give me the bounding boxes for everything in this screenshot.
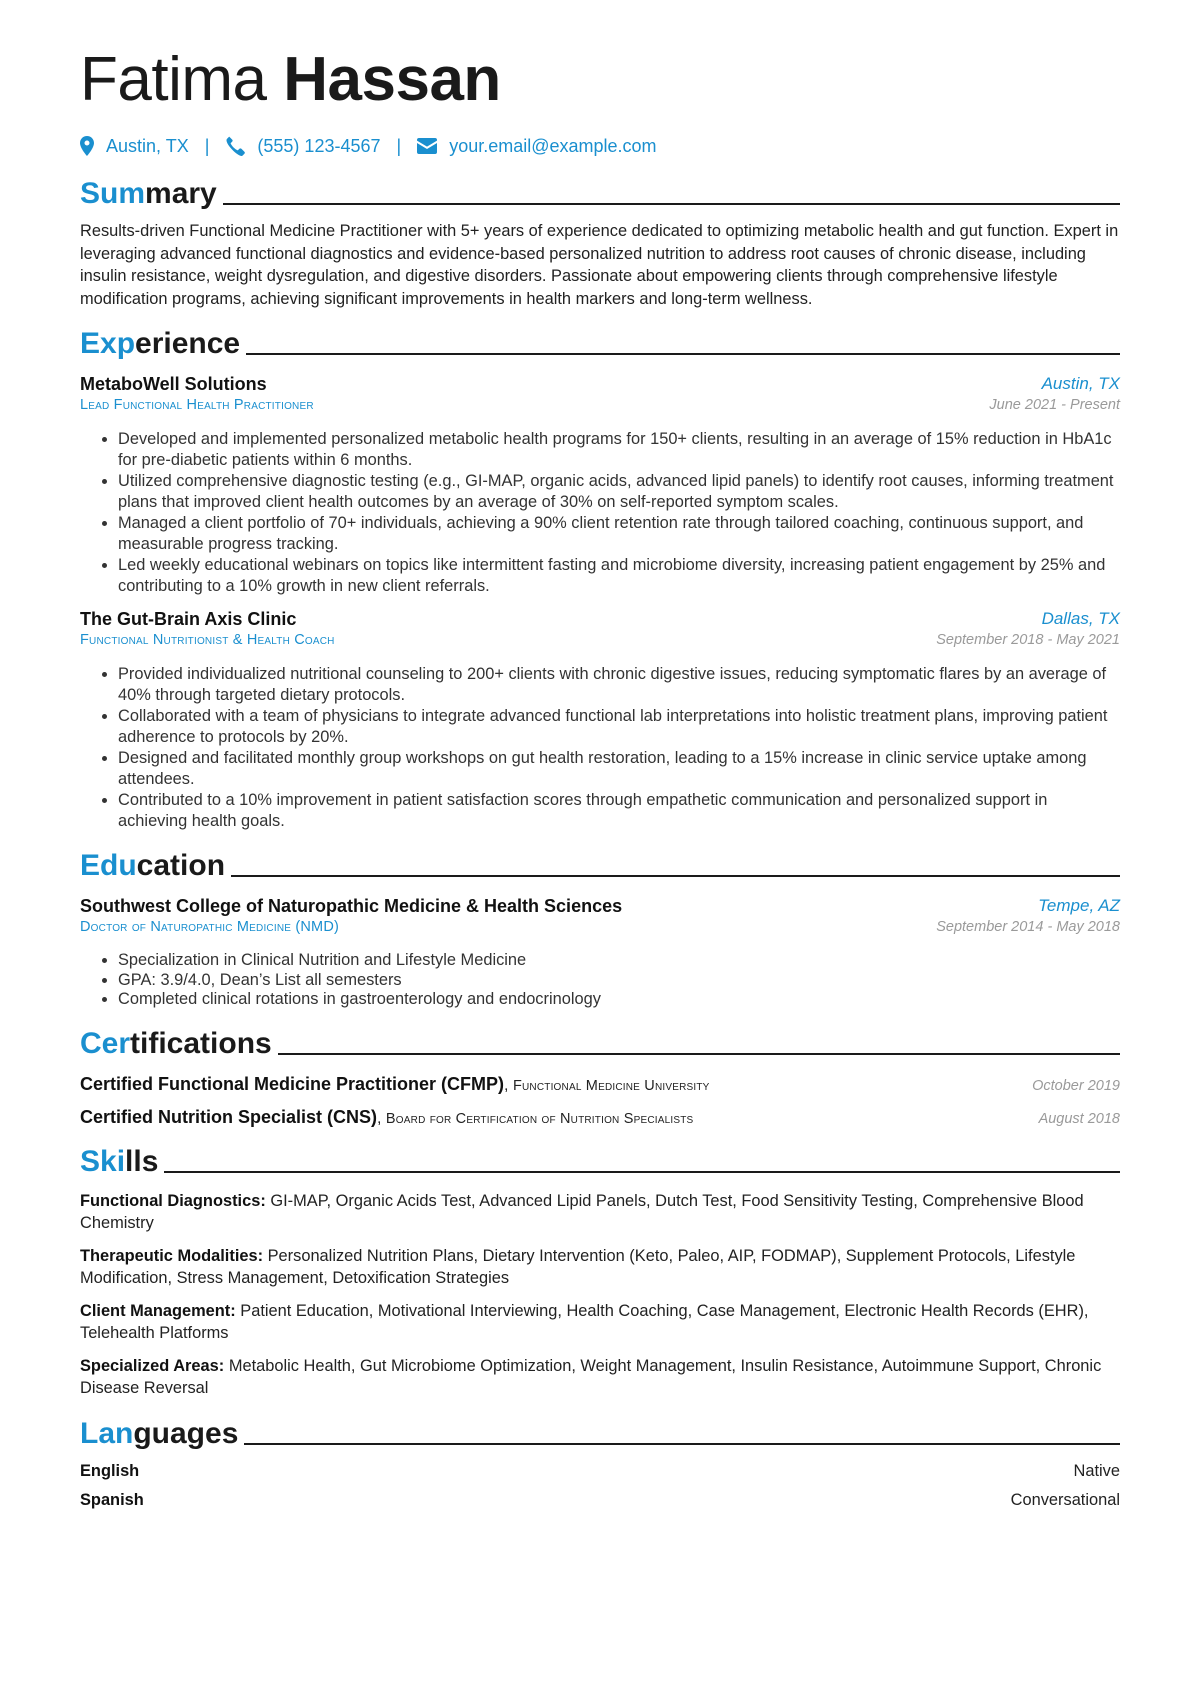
experience-entry	[80, 374, 1120, 597]
job-title: Functional Nutritionist & Health Coach	[80, 632, 335, 648]
language-name: Spanish	[80, 1490, 144, 1509]
section-title	[80, 1144, 158, 1180]
list-item: • Collaborated with a team of physicians to integrate advanced functional lab interpretations into holistic treatment plans, improving patient adherence to protocols by 20%.	[118, 706, 1120, 748]
language-name: English	[80, 1461, 140, 1480]
experience-heading	[80, 322, 1120, 362]
summary-text: Results-driven Functional Medicine Practitioner with 5+ years of experience dedicated to optimizing metabolic health and gut function. Expert in leveraging advanced functional diagnostics and evidence-based personalized nutrition to address root causes of chronic disease, including insulin resistance, weight dysregulation, and digestive disorders. Passionate about empowering clients through comprehensive lifestyle modification programs, achieving significant improvements in health markers and long-term wellness.	[80, 222, 1119, 308]
degree: Doctor of Naturopathic Medicine (NMD)	[80, 919, 340, 935]
skills-heading	[80, 1140, 1120, 1180]
section-title	[80, 1026, 272, 1062]
employer-name: MetaboWell Solutions	[80, 374, 267, 394]
phone-text: (555) 123-4567	[257, 135, 381, 156]
last-name: Hassan	[283, 45, 501, 114]
job-location: Austin, TX	[1041, 374, 1120, 393]
section-rule	[246, 353, 1120, 355]
envelope-icon	[417, 138, 437, 154]
skill-category: Specialized Areas:	[80, 1356, 225, 1375]
job-dates: September 2018 - May 2021	[936, 632, 1120, 648]
languages-heading	[80, 1412, 1120, 1452]
school-location: Tempe, AZ	[1038, 896, 1120, 915]
list-item: • Developed and implemented personalized metabolic health programs for 150+ clients, resulting in an average of 15% reduction in HbA1c for pre-diabetic patients within 6 months.	[118, 429, 1120, 471]
job-title: Lead Functional Health Practitioner	[80, 397, 314, 413]
language-row	[80, 1462, 1120, 1481]
skill-list: Metabolic Health, Gut Microbiome Optimization, Weight Management, Insulin Resistance, Autoimmune Support, Chronic Disease Reversal	[80, 1356, 1102, 1397]
contact-separator: |	[204, 135, 210, 156]
section-rule	[278, 1053, 1120, 1055]
summary-heading	[80, 172, 1120, 212]
certification-name: Certified Nutrition Specialist (CNS)	[80, 1106, 378, 1127]
title-rest: cation	[136, 849, 226, 882]
job-bullets	[80, 664, 1120, 832]
job-bullets	[80, 429, 1120, 597]
certification-date: October 2019	[1032, 1077, 1120, 1094]
education-dates: September 2014 - May 2018	[936, 919, 1120, 935]
skill-list: Personalized Nutrition Plans, Dietary Intervention (Keto, Paleo, AIP, FODMAP), Supplement Protocols, Lifestyle Modification, Stress Management, Detoxification Strategies	[80, 1246, 1076, 1287]
job-dates: June 2021 - Present	[989, 397, 1120, 413]
skill-group	[80, 1190, 1120, 1235]
list-item: • Completed clinical rotations in gastroenterology and endocrinology	[118, 990, 1120, 1010]
section-title	[80, 176, 217, 212]
certification-issuer: Functional Medicine University	[512, 1077, 710, 1094]
contact-location	[80, 136, 189, 157]
certification-date: August 2018	[1038, 1110, 1120, 1127]
contact-phone[interactable]	[225, 136, 380, 157]
title-rest: lls	[125, 1144, 159, 1178]
title-accent: Exp	[80, 327, 136, 360]
title-accent: Lan	[80, 1416, 134, 1450]
education-entry	[80, 896, 1120, 1010]
skill-category: Therapeutic Modalities:	[80, 1246, 264, 1265]
section-rule	[244, 1443, 1120, 1445]
skill-group	[80, 1245, 1120, 1290]
skill-category: Functional Diagnostics:	[80, 1191, 266, 1210]
title-accent: Sum	[80, 177, 146, 210]
list-item: • Specialization in Clinical Nutrition and Lifestyle Medicine	[118, 951, 1120, 971]
skill-group	[80, 1355, 1120, 1400]
experience-entry	[80, 609, 1120, 832]
section-rule	[164, 1171, 1120, 1173]
list-item: • Led weekly educational webinars on topics like intermittent fasting and microbiome diversity, increasing patient engagement by 25% and contributing to a 10% growth in new client referrals.	[118, 555, 1120, 597]
employer-name: The Gut-Brain Axis Clinic	[80, 609, 297, 629]
skill-group	[80, 1300, 1120, 1345]
list-item: • Contributed to a 10% improvement in patient satisfaction scores through empathetic communication and personalized support in achieving health goals.	[118, 790, 1120, 832]
list-item: • GPA: 3.9/4.0, Dean’s List all semesters	[118, 971, 1120, 991]
section-title	[80, 848, 225, 884]
list-item: • Designed and facilitated monthly group workshops on gut health restoration, leading to a 15% increase in clinic service uptake among attendees.	[118, 748, 1120, 790]
candidate-name	[80, 40, 1120, 120]
section-title	[80, 326, 240, 362]
skill-category: Client Management:	[80, 1301, 236, 1320]
education-bullets	[80, 951, 1120, 1010]
title-rest: mary	[145, 177, 217, 210]
title-rest: guages	[133, 1416, 239, 1450]
title-accent: Ski	[80, 1144, 126, 1178]
list-item: • Managed a client portfolio of 70+ individuals, achieving a 90% client retention rate through tailored coaching, continuous support, and measurable progress tracking.	[118, 513, 1120, 555]
title-rest: erience	[135, 327, 241, 360]
education-heading	[80, 844, 1120, 884]
certification-item: Certified Functional Medicine Practitioner (CFMP), Functional Medicine University October 2019	[80, 1073, 1120, 1094]
section-title	[80, 1416, 238, 1452]
location-text: Austin, TX	[106, 135, 189, 156]
resume-page	[80, 40, 1120, 1510]
contact-separator: |	[396, 135, 402, 156]
contact-bar	[80, 132, 1120, 160]
section-rule	[231, 875, 1120, 877]
certification-issuer: Board for Certification of Nutrition Specialists	[385, 1110, 694, 1127]
skill-list: GI-MAP, Organic Acids Test, Advanced Lipid Panels, Dutch Test, Food Sensitivity Testing, Comprehensive Blood Chemistry	[80, 1191, 1084, 1232]
title-rest: tifications	[130, 1026, 272, 1060]
certifications-heading	[80, 1022, 1120, 1062]
certification-item: Certified Nutrition Specialist (CNS), Board for Certification of Nutrition Specialists August 2018	[80, 1106, 1120, 1127]
email-text: your.email@example.com	[449, 135, 657, 156]
certification-name: Certified Functional Medicine Practitioner (CFMP)	[80, 1073, 505, 1094]
skill-list: Patient Education, Motivational Interviewing, Health Coaching, Case Management, Electronic Health Records (EHR), Telehealth Platforms	[80, 1301, 1089, 1342]
language-row	[80, 1491, 1120, 1510]
contact-email[interactable]	[417, 136, 656, 157]
phone-icon	[225, 136, 245, 156]
title-accent: Edu	[80, 849, 137, 882]
map-pin-icon	[80, 136, 94, 156]
list-item: • Provided individualized nutritional counseling to 200+ clients with chronic digestive issues, reducing symptomatic flares by an average of 40% through targeted dietary protocols.	[118, 664, 1120, 706]
title-accent: Cer	[80, 1026, 131, 1060]
list-item: • Utilized comprehensive diagnostic testing (e.g., GI-MAP, organic acids, advanced lipid panels) to identify root causes, informing treatment plans that improved client health outcomes by an average of 30% on self-reported symptom scales.	[118, 471, 1120, 513]
language-level: Conversational	[1010, 1490, 1120, 1509]
job-location: Dallas, TX	[1041, 609, 1120, 628]
first-name: Fatima	[80, 45, 267, 114]
school-name: Southwest College of Naturopathic Medicine & Health Sciences	[80, 896, 623, 916]
language-level: Native	[1073, 1461, 1120, 1480]
section-rule	[223, 203, 1120, 205]
